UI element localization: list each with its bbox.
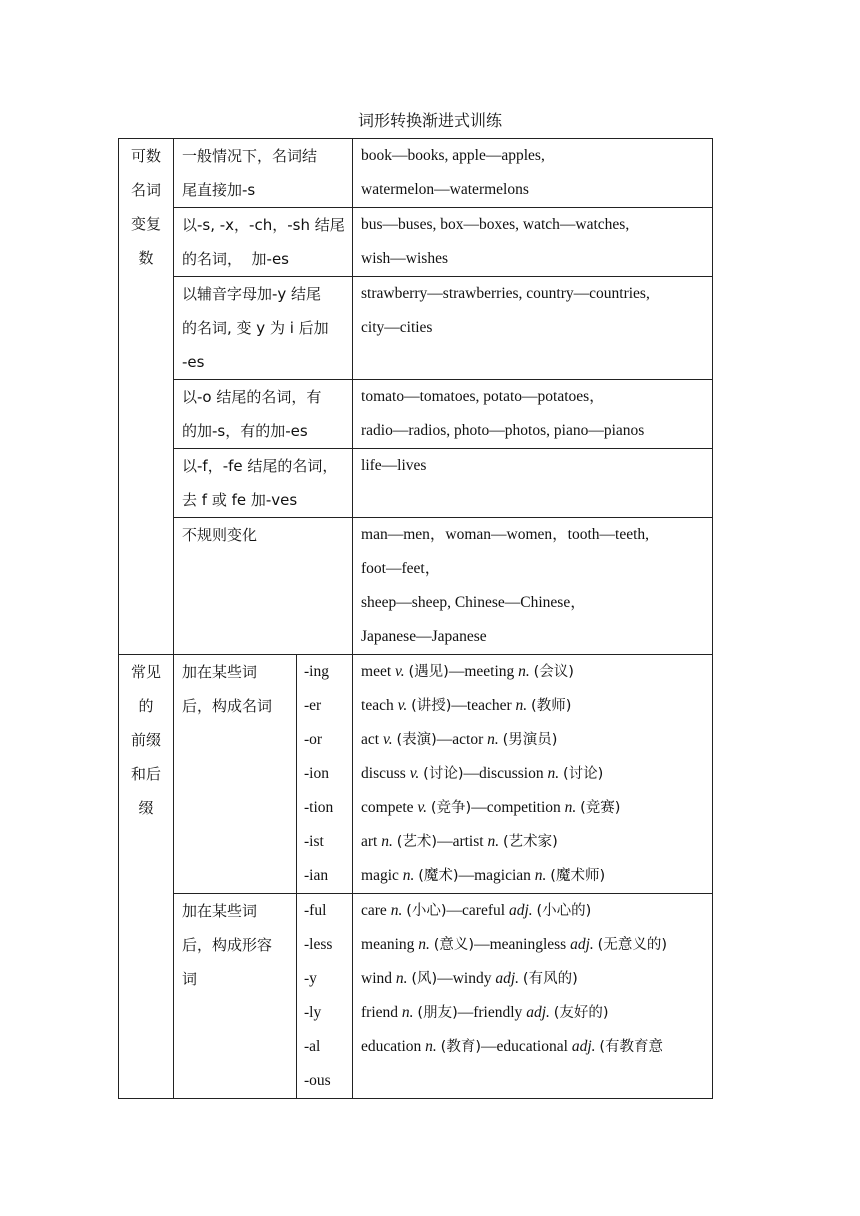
suffix-text: -less: [304, 936, 333, 953]
derived-word: friendly: [473, 1004, 523, 1021]
rule-text: 的名词, 变 y 为 i 后加: [182, 319, 329, 337]
rule-text: 以-f，-fe 结尾的名词，: [182, 457, 338, 475]
example-text: watermelon—watermelons: [361, 181, 529, 198]
example-line: art n. (艺术)—artist n. (艺术家): [361, 833, 558, 850]
rule-cell: [174, 894, 297, 1099]
category-text: 数: [138, 249, 154, 267]
suffix-text: -ian: [304, 867, 329, 884]
example-cell: [353, 208, 713, 277]
meaning: (无意义的): [597, 937, 667, 953]
part-of-speech: n.: [425, 1038, 437, 1055]
table-row: [119, 449, 713, 518]
example-line: education n. (教育)—educational adj. (有教育意: [361, 1038, 664, 1055]
base-word: act: [361, 731, 380, 748]
category-text: 和后: [130, 765, 161, 783]
rule-text: 后，构成名词: [182, 697, 273, 715]
meaning: (小心): [406, 903, 447, 919]
suffix-text: -or: [304, 731, 323, 748]
example-text: man—men，woman—women，tooth—teeth,: [361, 526, 650, 543]
base-word: teach: [361, 697, 394, 714]
base-word: discuss: [361, 765, 406, 782]
meaning: (男演员): [502, 732, 558, 748]
part-of-speech: v.: [417, 799, 428, 816]
base-word: care: [361, 902, 387, 919]
table-row: [119, 655, 713, 894]
example-text: bus—buses, box—boxes, watch—watches,: [361, 216, 630, 233]
part-of-speech: adj.: [526, 1004, 550, 1021]
part-of-speech: adj.: [570, 936, 594, 953]
rule-text: 加在某些词: [182, 663, 258, 681]
part-of-speech: v.: [395, 663, 405, 680]
example-line: teach v. (讲授)—teacher n. (教师): [361, 697, 572, 714]
example-text: tomato—tomatoes, potato—potatoes，: [361, 388, 605, 405]
derived-word: meaningless: [489, 936, 567, 953]
category-text: 缀: [138, 799, 154, 817]
example-line: compete v. (竞争)—competition n. (竞赛): [361, 799, 621, 816]
rule-cell: [174, 277, 353, 380]
category-cell-plural: [119, 139, 174, 655]
rule-text: 不规则变化: [182, 526, 258, 544]
derived-word: competition: [486, 799, 561, 816]
rule-cell: [174, 208, 353, 277]
rule-cell: [174, 380, 353, 449]
derived-word: artist: [452, 833, 484, 850]
part-of-speech: n.: [390, 902, 403, 919]
rule-text: 的加-s，有的加-es: [182, 422, 308, 440]
rule-text: 后，构成形容: [182, 936, 273, 954]
example-text: wish—wishes: [361, 250, 448, 267]
rule-text: 以-s, -x，-ch，-sh 结尾: [182, 216, 345, 234]
example-line: meet v. (遇见)—meeting n. (会议): [361, 663, 574, 680]
example-cell: [353, 139, 713, 208]
rule-text: 加在某些词: [182, 902, 258, 920]
part-of-speech: n.: [402, 867, 415, 884]
rule-cell: [174, 139, 353, 208]
meaning: (表演): [396, 732, 437, 748]
suffix-text: -er: [304, 697, 322, 714]
part-of-speech: n.: [518, 663, 530, 680]
derived-word: educational: [496, 1038, 568, 1055]
meaning: (意义): [433, 937, 475, 953]
part-of-speech: n.: [547, 765, 560, 782]
meaning: (有风的): [522, 971, 578, 987]
part-of-speech: n.: [381, 833, 393, 850]
base-word: art: [361, 833, 378, 850]
part-of-speech: n.: [401, 1004, 414, 1021]
rule-text: 词: [182, 970, 198, 988]
part-of-speech: v.: [397, 697, 408, 714]
category-text: 前缀: [130, 731, 161, 749]
table-row: [119, 894, 713, 1099]
table-row: [119, 139, 713, 208]
base-word: education: [361, 1038, 422, 1055]
rule-text: 以-o 结尾的名词，有: [182, 388, 322, 406]
suffix-text: -ous: [304, 1072, 331, 1089]
meaning: (讨论): [562, 766, 604, 782]
table-row: [119, 277, 713, 380]
suffix-text: -al: [304, 1038, 321, 1055]
part-of-speech: n.: [534, 867, 547, 884]
base-word: compete: [361, 799, 414, 816]
base-word: meaning: [361, 936, 415, 953]
suffix-text: -ion: [304, 765, 329, 782]
derived-word: discussion: [479, 765, 544, 782]
base-word: friend: [361, 1004, 399, 1021]
rule-text: 去 f 或 fe 加-ves: [182, 491, 298, 509]
meaning: (教育): [440, 1039, 481, 1055]
rule-cell: [174, 449, 353, 518]
category-text: 可数: [130, 147, 161, 165]
meaning: (教师): [531, 698, 572, 714]
meaning: (魔术师): [550, 868, 606, 884]
page-title: 词形转换渐进式训练: [357, 111, 502, 130]
meaning: (艺术家): [502, 834, 558, 850]
meaning: (竞赛): [580, 800, 621, 816]
derived-word: meeting: [464, 663, 515, 680]
example-line: act v. (表演)—actor n. (男演员): [361, 731, 558, 748]
suffix-text: -ful: [304, 902, 327, 919]
example-cell: [353, 380, 713, 449]
rule-text: 以辅音字母加-y 结尾: [182, 285, 322, 303]
example-line: magic n. (魔术)—magician n. (魔术师): [361, 867, 606, 884]
meaning: (魔术): [418, 868, 459, 884]
base-word: magic: [361, 867, 399, 884]
base-word: meet: [361, 663, 392, 680]
suffix-text: -y: [304, 970, 317, 987]
category-text: 常见: [130, 663, 161, 681]
rule-cell: [174, 655, 297, 894]
derived-word: magician: [474, 867, 531, 884]
derived-word: teacher: [466, 697, 512, 714]
part-of-speech: adj.: [508, 902, 533, 919]
part-of-speech: n.: [515, 697, 528, 714]
base-word: wind: [361, 970, 393, 987]
example-cell: [353, 449, 713, 518]
suffix-text: -ist: [304, 833, 324, 850]
table-row: [119, 380, 713, 449]
example-text: foot—feet，: [361, 560, 441, 577]
derived-word: actor: [452, 731, 484, 748]
part-of-speech: n.: [418, 936, 430, 953]
suffix-cell: [297, 655, 353, 894]
rule-text: 一般情况下，名词结: [182, 147, 318, 165]
rule-text: -es: [182, 353, 205, 371]
meaning: (竞争): [430, 800, 472, 816]
example-text: life—lives: [361, 457, 427, 474]
meaning: (小心的): [536, 903, 592, 919]
example-text: book—books, apple—apples,: [361, 147, 545, 164]
example-cell: [353, 655, 713, 894]
table-row: [119, 518, 713, 655]
example-text: Japanese—Japanese: [361, 628, 487, 645]
meaning: (朋友): [417, 1005, 458, 1021]
part-of-speech: n.: [487, 833, 500, 850]
part-of-speech: v.: [409, 765, 420, 782]
meaning: (讲授): [411, 698, 452, 714]
example-text: strawberry—strawberries, country—countries,: [361, 285, 650, 302]
meaning: (友好的): [553, 1005, 609, 1021]
part-of-speech: v.: [382, 731, 393, 748]
category-text: 名词: [130, 181, 161, 199]
part-of-speech: n.: [395, 970, 408, 987]
example-line: discuss v. (讨论)—discussion n. (讨论): [361, 765, 604, 782]
rule-text: 的名词， 加-es: [182, 250, 289, 268]
rule-text: 尾直接加-s: [182, 181, 256, 199]
example-line: care n. (小心)—careful adj. (小心的): [361, 902, 592, 919]
example-text: radio—radios, photo—photos, piano—pianos: [361, 422, 645, 439]
word-formation-table: [118, 138, 713, 1099]
category-cell-affixes: [119, 655, 174, 1099]
suffix-text: -ing: [304, 663, 329, 680]
meaning: (有教育意: [599, 1039, 664, 1055]
part-of-speech: n.: [564, 799, 577, 816]
example-cell: [353, 894, 713, 1099]
example-text: sheep—sheep, Chinese—Chinese，: [361, 594, 586, 611]
meaning: (遇见): [408, 664, 449, 680]
example-line: friend n. (朋友)—friendly adj. (友好的): [361, 1004, 609, 1021]
category-text: 的: [138, 697, 154, 715]
meaning: (风): [411, 971, 438, 987]
category-text: 变复: [130, 215, 161, 233]
example-cell: [353, 518, 713, 655]
example-line: wind n. (风)—windy adj. (有风的): [361, 970, 578, 987]
suffix-text: -ly: [304, 1004, 322, 1021]
derived-word: windy: [452, 970, 492, 987]
example-line: meaning n. (意义)—meaningless adj. (无意义的): [361, 936, 667, 953]
example-text: city—cities: [361, 319, 433, 336]
suffix-cell: [297, 894, 353, 1099]
meaning: (讨论): [423, 766, 464, 782]
table-row: [119, 208, 713, 277]
derived-word: careful: [462, 902, 506, 919]
part-of-speech: adj.: [571, 1038, 596, 1055]
meaning: (艺术): [396, 834, 438, 850]
part-of-speech: adj.: [495, 970, 520, 987]
part-of-speech: n.: [487, 731, 499, 748]
rule-cell: [174, 518, 353, 655]
meaning: (会议): [533, 664, 574, 680]
example-cell: [353, 277, 713, 380]
suffix-text: -tion: [304, 799, 334, 816]
